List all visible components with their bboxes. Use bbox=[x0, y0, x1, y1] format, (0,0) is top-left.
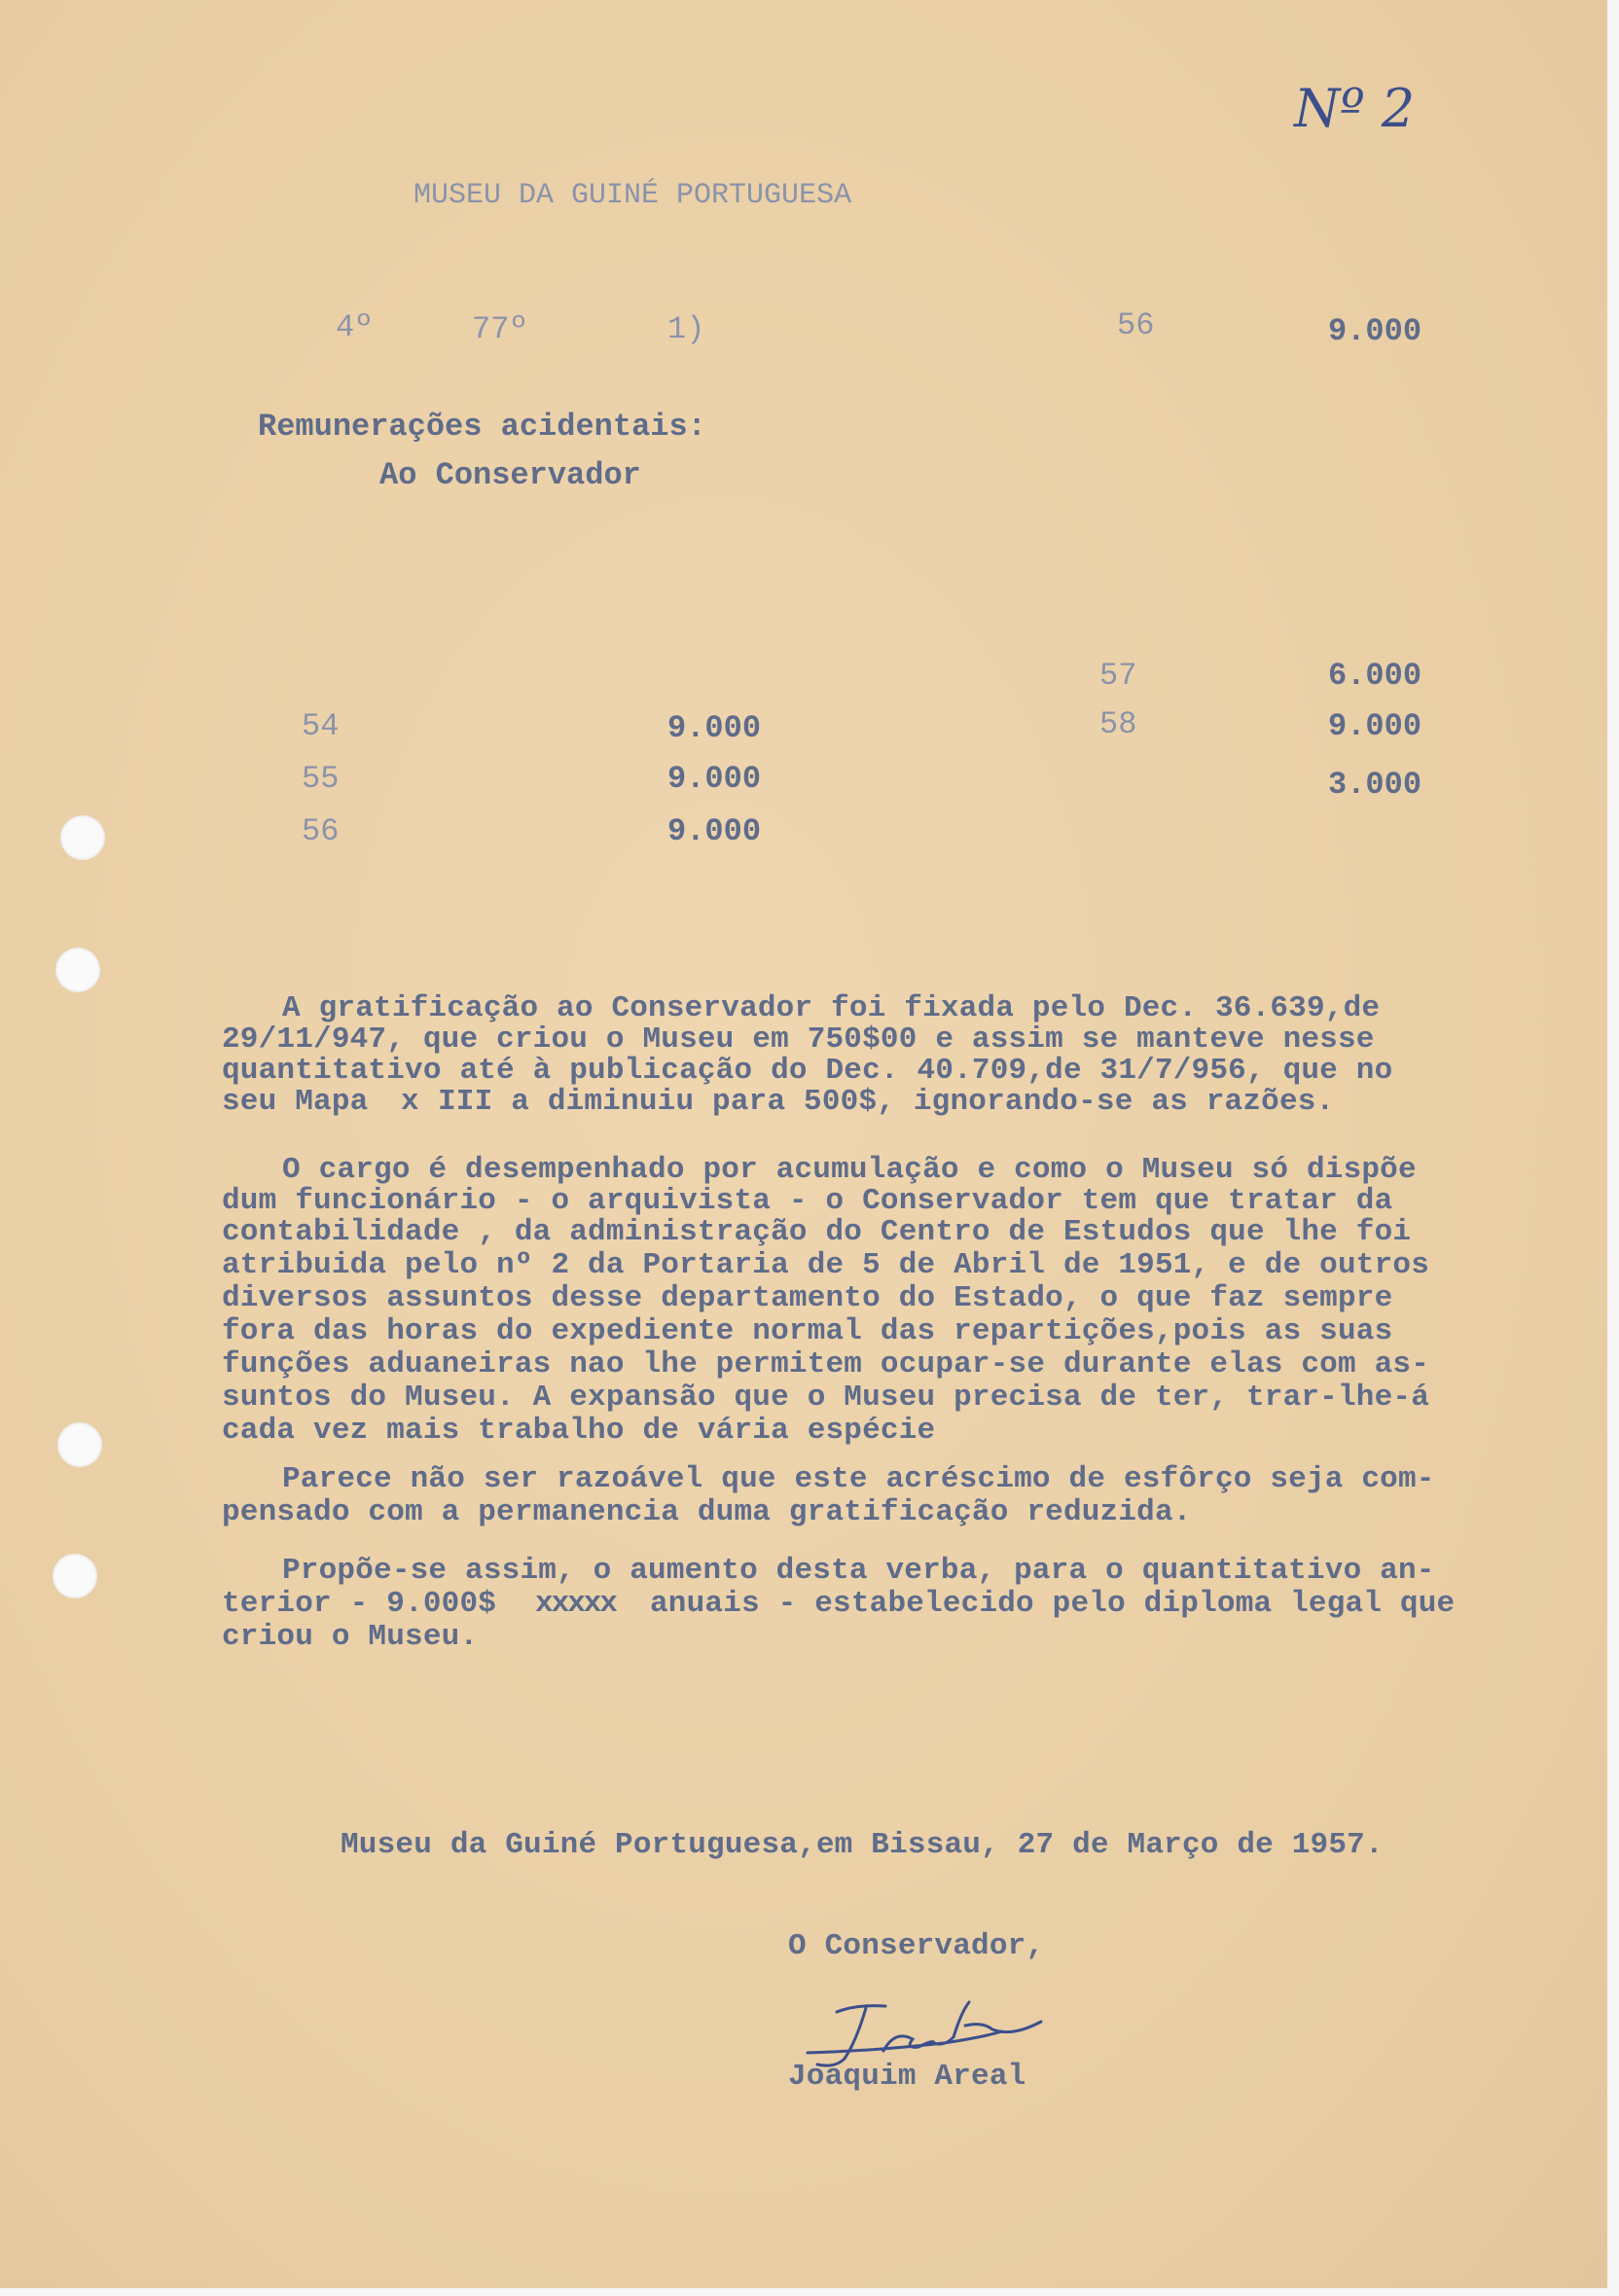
punch-hole bbox=[55, 948, 100, 992]
paragraph-2-line: funções aduaneiras nao lhe permitem ocupar-se durante elas com as- bbox=[222, 1347, 1429, 1381]
paragraph-1-line: quantitativo até à publicação do Dec. 40.709,de 31/7/956, que no bbox=[222, 1054, 1393, 1088]
paragraph-4-line: anuais - estabelecido pelo diploma legal que bbox=[650, 1587, 1456, 1621]
table-amount: 9.000 bbox=[667, 761, 762, 797]
paragraph-2-line: suntos do Museu. A expansão que o Museu precisa de ter, trar-lhe-á bbox=[222, 1381, 1429, 1415]
paragraph-4-line: criou o Museu. bbox=[222, 1620, 479, 1654]
section-label: Remunerações acidentais: bbox=[258, 409, 706, 445]
paragraph-1-line: III a diminuiu para 500$, ignorando-se as razões. bbox=[438, 1085, 1335, 1119]
paragraph-4-line: terior - 9.000$ bbox=[222, 1587, 497, 1621]
paragraph-3-line: Parece não ser razoável que este acréscimo de esfôrço seja com- bbox=[282, 1462, 1435, 1496]
paragraph-2-line: fora das horas do expediente normal das repartições,pois as suas bbox=[222, 1314, 1393, 1348]
table-year: 58 bbox=[1099, 706, 1137, 742]
paragraph-1-line: 29/11/947, que criou o Museu em 750$00 e assim se manteve nesse bbox=[222, 1022, 1375, 1057]
row-col-3: 1) bbox=[667, 311, 705, 347]
paragraph-2-line: contabilidade , da administração do Centro de Estudos que lhe foi bbox=[222, 1215, 1412, 1249]
table-amount: 9.000 bbox=[667, 813, 762, 849]
struck-mark: xxxxx bbox=[535, 1587, 617, 1621]
paragraph-3-line: pensado com a permanencia duma gratificação reduzida. bbox=[222, 1495, 1192, 1529]
paragraph-2-line: cada vez mais trabalho de vária espécie bbox=[222, 1414, 936, 1448]
table-year: 56 bbox=[302, 813, 340, 849]
paragraph-1-line: seu Mapa bbox=[222, 1085, 369, 1119]
punch-hole bbox=[57, 1422, 102, 1467]
row-col-4: 56 bbox=[1117, 307, 1155, 343]
table-amount: 9.000 bbox=[1328, 708, 1422, 744]
table-amount: 9.000 bbox=[667, 710, 762, 746]
signatory-name: Joaquim Areal bbox=[788, 2060, 1026, 2094]
signature-handwritten bbox=[856, 1994, 859, 1995]
closing: O Conservador, bbox=[788, 1929, 1045, 1963]
paragraph-2-line: diversos assuntos desse departamento do Estado, o que faz sempre bbox=[222, 1281, 1393, 1315]
paragraph-2-line: atribuida pelo nº 2 da Portaria de 5 de Abril de 1951, e de outros bbox=[222, 1248, 1429, 1282]
table-year: 57 bbox=[1099, 658, 1137, 694]
table-year: 55 bbox=[302, 761, 340, 797]
table-amount: 6.000 bbox=[1328, 658, 1422, 694]
paragraph-1-line: A gratificação ao Conservador foi fixada pelo Dec. 36.639,de bbox=[282, 991, 1381, 1025]
page-number-handwritten: Nº 2 bbox=[1294, 78, 1416, 139]
punch-hole bbox=[53, 1554, 97, 1598]
place-date: Museu da Guiné Portuguesa,em Bissau, 27 de Março de 1957. bbox=[341, 1828, 1384, 1862]
punch-hole bbox=[60, 815, 105, 860]
table-amount: 3.000 bbox=[1328, 767, 1422, 803]
row-col-1: 4º bbox=[336, 309, 374, 345]
paragraph-2-line: O cargo é desempenhado por acumulação e como o Museu só dispõe bbox=[282, 1153, 1417, 1187]
struck-mark: x bbox=[401, 1085, 417, 1119]
paragraph-2-line: dum funcionário - o arquivista - o Conservador tem que tratar da bbox=[222, 1184, 1393, 1218]
sub-label: Ao Conservador bbox=[379, 457, 641, 493]
heading: MUSEU DA GUINÉ PORTUGUESA bbox=[414, 179, 852, 212]
table-year: 54 bbox=[302, 708, 340, 744]
row-col-5: 9.000 bbox=[1328, 313, 1422, 349]
paragraph-4-line: Propõe-se assim, o aumento desta verba, para o quantitativo an- bbox=[282, 1554, 1435, 1588]
row-col-2: 77º bbox=[472, 311, 528, 347]
